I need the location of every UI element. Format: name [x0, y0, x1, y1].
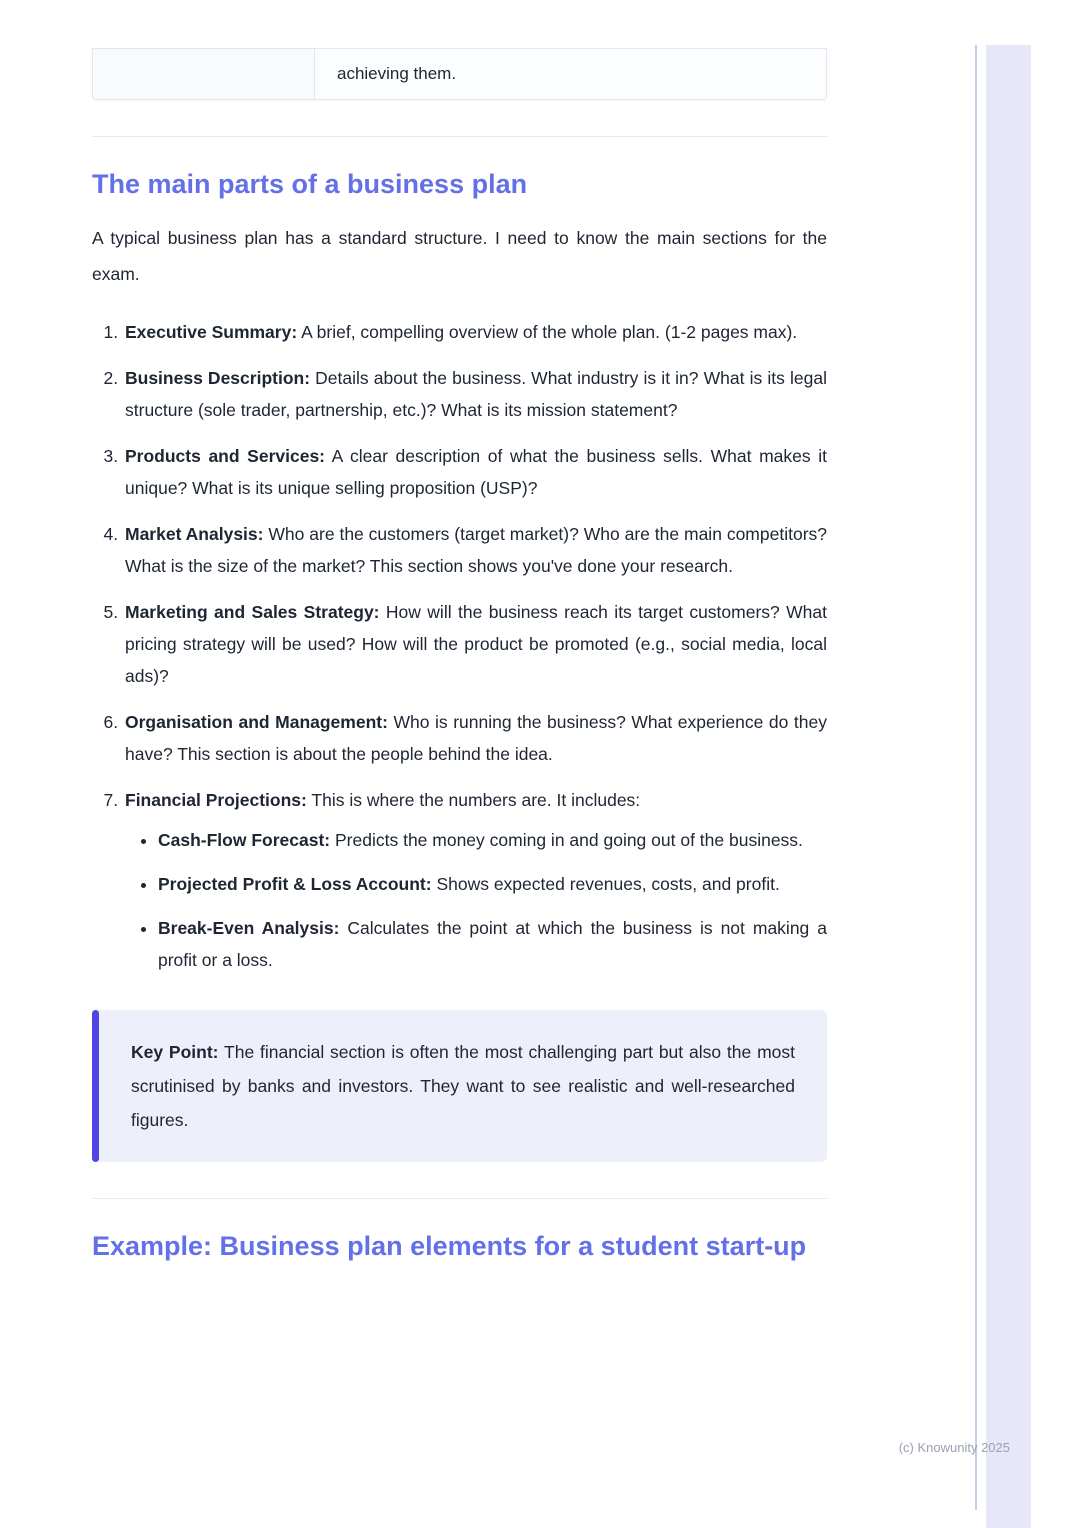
list-item — [123, 596, 827, 692]
page-edge-line — [975, 45, 977, 1510]
key-point-label: Key Point: — [131, 1042, 219, 1063]
intro-paragraph: A typical business plan has a standard structure. I need to know the main sections for the exam. — [92, 228, 827, 285]
list-item-lead: Executive Summary: — [125, 322, 298, 343]
list-item-lead: Marketing and Sales Strategy: — [125, 602, 380, 623]
list-item-text: This is where the numbers are. It includes: — [311, 790, 641, 811]
watermark-text: (c) Knowunity 2025 — [898, 1440, 1010, 1455]
list-item-lead: Products and Services: — [125, 446, 326, 467]
table-cell-text: achieving them. — [337, 64, 457, 83]
list-item-lead: Business Description: — [125, 368, 311, 389]
sub-list-item-text: Predicts the money coming in and going out of the business. — [335, 830, 803, 851]
list-item-text: A brief, compelling overview of the whole plan. (1-2 pages max). — [301, 322, 798, 343]
sub-list-item-text: Calculates the point at which the business is not making a profit or a loss. — [158, 918, 827, 971]
list-item — [123, 316, 827, 348]
business-plan-parts-list — [92, 316, 827, 976]
section-heading-main-parts: The main parts of a business plan — [92, 169, 528, 199]
list-item — [123, 362, 827, 426]
sub-list-item — [158, 912, 827, 976]
list-item — [123, 518, 827, 582]
list-item — [123, 784, 827, 976]
list-item — [123, 706, 827, 770]
sub-list-item — [158, 824, 827, 856]
sub-list-item-text: Shows expected revenues, costs, and profit. — [436, 874, 780, 895]
list-item-lead: Financial Projections: — [125, 790, 307, 811]
page-background-strip — [986, 45, 1031, 1528]
key-point-callout — [92, 1010, 827, 1162]
list-item-text: Details about the business. What industry is it in? What is its legal structure (sole trader, partnership, etc.)? What is its mission statement? — [125, 368, 827, 421]
list-item-text: Who is running the business? What experience do they have? This section is about the people behind the idea. — [125, 712, 827, 765]
sub-list-item-lead: Break-Even Analysis: — [158, 918, 340, 939]
sub-list-item — [158, 868, 827, 900]
section-divider — [92, 136, 827, 137]
financial-projections-sublist — [125, 824, 827, 976]
table-cell-right — [315, 49, 826, 99]
sub-list-item-lead: Cash-Flow Forecast: — [158, 830, 331, 851]
section-heading-example: Example: Business plan elements for a student start-up — [92, 1231, 807, 1262]
table-fragment — [92, 48, 827, 100]
section-divider — [92, 1198, 827, 1199]
list-item-lead: Market Analysis: — [125, 524, 264, 545]
list-item-lead: Organisation and Management: — [125, 712, 388, 733]
sub-list-item-lead: Projected Profit & Loss Account: — [158, 874, 432, 895]
key-point-text: The financial section is often the most challenging part but also the most scrutinised by banks and investors. They want to see realistic and well-researched figures. — [131, 1042, 795, 1131]
list-item — [123, 440, 827, 504]
list-item-text: How will the business reach its target customers? What pricing strategy will be used? How will the product be promoted (e.g., social media, local ads)? — [125, 602, 827, 687]
table-cell-left — [93, 49, 315, 99]
list-item-text: Who are the customers (target market)? Who are the main competitors? What is the size of the market? This section shows you've done your research. — [125, 524, 828, 577]
list-item-text: A clear description of what the business sells. What makes it unique? What is its unique selling proposition (USP)? — [125, 446, 827, 499]
